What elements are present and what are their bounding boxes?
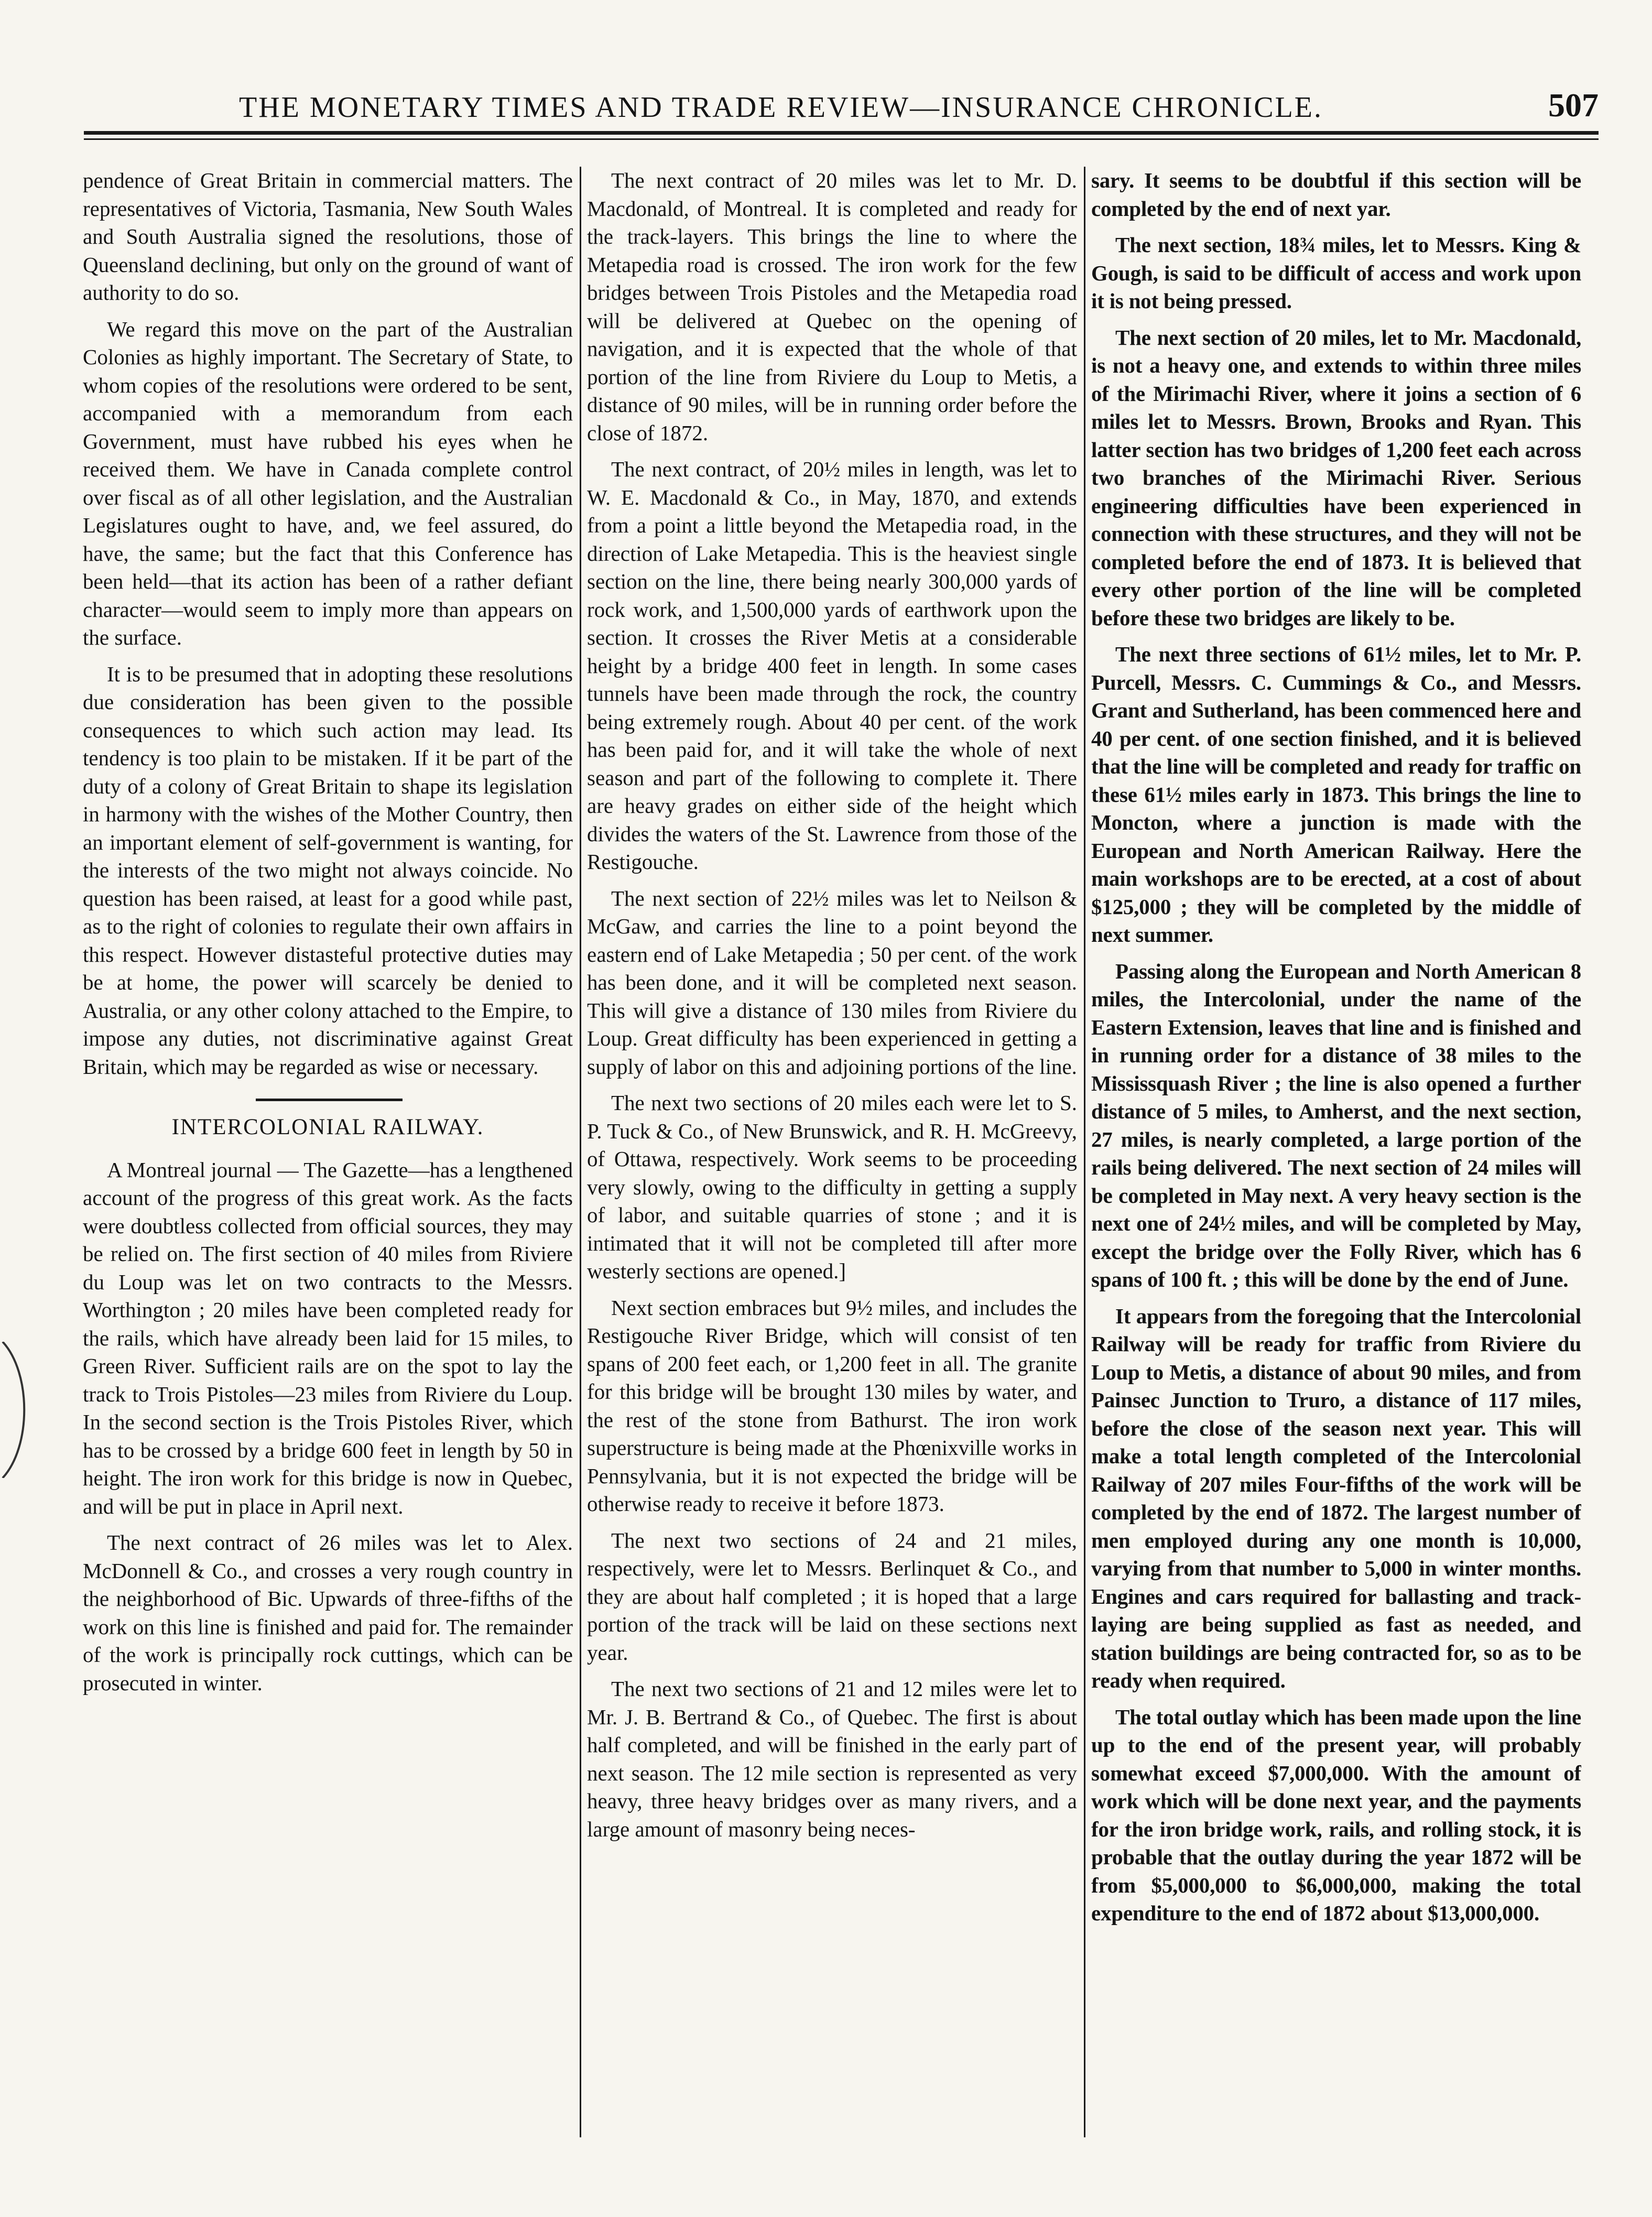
paragraph: The next two sections of 24 and 21 miles, respectively, were let to Messrs. Berlinquet & Co., and they are about half completed ; it is hoped that a large portion of the track will be laid on these sections next year. [587, 1528, 1077, 1665]
paragraph: It appears from the foregoing that the Intercolonial Railway will be ready for traffic from Riviere du Loup to Metis, a distance of about 90 miles, and from Painsec Junction to Truro, a distance of 117 miles, before the close of the season next year. This will make a total length completed of the Intercolonial Railway of 207 miles Four-fifths of the work will be completed by the end of 1872. The largest number of men employed during any one month is 10,000, varying from that number to 5,000 in winter months. Engines and cars required for ballasting and track-laying are being supplied as fast as needed, and station buildings are being contracted for, so as to be ready when required. [1091, 1303, 1581, 1692]
running-title: THE MONETARY TIMES AND TRADE REVIEW—INSURANCE CHRONICLE. [238, 91, 1323, 124]
running-head [94, 86, 1599, 126]
paragraph: The next section of 22½ miles was let to Neilson & McGaw, and carries the line to a point beyond the eastern end of Lake Metapedia ; 50 per cent. of the work has been done, and it will be completed next season. This will give a distance of 130 miles from Riviere du Loup. Great difficulty has been experienced in getting a supply of labor on this and adjoining portions of the line. [587, 886, 1077, 1079]
paragraph: The next section, 18¾ miles, let to Messrs. King & Gough, is said to be difficult of access and work upon it is not being pressed. [1091, 233, 1581, 313]
column-divider [1084, 167, 1085, 2137]
paragraph: Next section embraces but 9½ miles, and includes the Restigouche River Bridge, which will consist of ten spans of 200 feet each, or 1,200 feet in all. The granite for this bridge will be brought 130 miles by water, and the rest of the stone from Bathurst. The iron work superstructure is being made at the Phœnixville works in Pennsylvania, but it is not expected the bridge will be otherwise ready to receive it before 1873. [587, 1295, 1077, 1516]
column-divider [580, 167, 581, 2137]
paragraph: pendence of Great Britain in commercial matters. The representatives of Victoria, Tasmania, New South Wales and South Australia signed the resolutions, those of Queensland declining, but only on the ground of want of authority to do so. [83, 168, 573, 305]
header-rule-thin [84, 138, 1599, 140]
column-2 [587, 167, 1077, 2137]
margin-bracket-mark [0, 1342, 31, 1478]
paragraph: The next contract of 26 miles was let to Alex. McDonnell & Co., and crosses a very rough country in the neighborhood of Bic. Upwards of three-fifths of the work on this line is finished and paid for. The remainder of the work is principally rock cuttings, which can be prosecuted in winter. [83, 1530, 573, 1695]
paragraph: The next two sections of 20 miles each were let to S. P. Tuck & Co., of New Brunswick, and R. H. McGreevy, of Ottawa, respectively. Work seems to be proceeding very slowly, owing to the difficulty in getting a supply of labor, and suitable quarries of stone ; and it is intimated that it will not be completed till after more westerly sections are opened.] [587, 1091, 1077, 1283]
heading-rule [256, 1099, 403, 1101]
paragraph: The next section of 20 miles, let to Mr. Macdonald, is not a heavy one, and extends to within three miles of the Mirimachi River, where it joins a section of 6 miles let to Messrs. Brown, Brooks and Ryan. This latter section has two bridges of 1,200 feet each across two branches of the Mirimachi River. Serious engineering difficulties have been experienced in connection with these structures, and they will not be completed before the end of 1873. It is believed that every other portion of the line will be completed before these two bridges are likely to be. [1091, 325, 1581, 630]
header-rule-thick [84, 131, 1599, 135]
paragraph: The total outlay which has been made upon the line up to the end of the present year, will probably somewhat exceed $7,000,000. With the amount of work which will be done next year, and the payments for the iron bridge work, rails, and rolling stock, it is probable that the outlay during the year 1872 will be from $5,000,000 to $6,000,000, making the total expenditure to the end of 1872 about $13,000,000. [1091, 1704, 1581, 1925]
page-number: 507 [1548, 86, 1599, 124]
paragraph: Passing along the European and North American 8 miles, the Intercolonial, under the name of the Eastern Extension, leaves that line and is finished and in running order for a distance of 38 miles to the Mississquash River ; the line is also opened a further distance of 5 miles, to Amherst, and the next section, 27 miles, is nearly completed, a large portion of the rails being delivered. The next section of 24 miles will be completed in May next. A very heavy section is the next one of 24½ miles, and will be completed by May, except the bridge over the Folly River, which has 6 spans of 100 ft. ; this will be done by the end of June. [1091, 959, 1581, 1291]
paragraph: sary. It seems to be doubtful if this section will be completed by the end of next yar. [1091, 168, 1581, 221]
column-3 [1091, 167, 1581, 2137]
paragraph: The next contract, of 20½ miles in length, was let to W. E. Macdonald & Co., in May, 1870, and extends from a point a little beyond the Metapedia road, in the direction of Lake Metapedia. This is the heaviest single section on the line, there being nearly 300,000 yards of rock work, and 1,500,000 yards of earthwork upon the section. It crosses the River Metis at a considerable height by a bridge 400 feet in length. In some cases tunnels have been made through the rock, the country being extremely rough. About 40 per cent. of the work has been paid for, and it will take the whole of next season and part of the following to complete it. There are heavy grades on either side of the height which divides the waters of the St. Lawrence from those of the Restigouche. [587, 457, 1077, 874]
section-heading [83, 1099, 573, 1142]
paragraph: We regard this move on the part of the Australian Colonies as highly important. The Secretary of State, to whom copies of the resolutions were ordered to be sent, accompanied with a memorandum from each Government, must have rubbed his eyes when he received them. We have in Canada complete control over fiscal as of all other legislation, and the Australian Legislatures ought to have, and, we feel assured, do have, the same; but the fact that this Conference has been held—that its action has been of a rather defiant character—would seem to imply more than appears on the surface. [83, 317, 573, 649]
section-heading-text: INTERCOLONIAL RAILWAY. [171, 1115, 484, 1139]
column-1 [83, 167, 573, 2137]
paragraph: A Montreal journal — The Gazette—has a lengthened account of the progress of this great work. As the facts were doubtless collected from official sources, they may be relied on. The first section of 40 miles from Riviere du Loup was let on two contracts to the Messrs. Worthington ; 20 miles have been completed ready for the rails, which have already been laid for 15 miles, to Green River. Sufficient rails are on the spot to lay the track to Trois Pistoles—23 miles from Riviere du Loup. In the second section is the Trois Pistoles River, which has to be crossed by a bridge 600 feet in length by 50 in height. The iron work for this bridge is now in Quebec, and will be put in place in April next. [83, 1157, 573, 1518]
paragraph: The next three sections of 61½ miles, let to Mr. P. Purcell, Messrs. C. Cummings & Co., and Messrs. Grant and Sutherland, has been commenced here and 40 per cent. of one section finished, and it is believed that the line will be completed and ready for traffic on these 61½ miles early in 1873. This brings the line to Moncton, where a junction is made with the European and North American Railway. Here the main workshops are to be erected, at a cost of about $125,000 ; they will be completed by the middle of next summer. [1091, 642, 1581, 947]
paragraph: The next contract of 20 miles was let to Mr. D. Macdonald, of Montreal. It is completed and ready for the track-layers. This brings the line to where the Metapedia road is crossed. The iron work for the few bridges between Trois Pistoles and the Metapedia road will be delivered at Quebec on the opening of navigation, and it is expected that the whole of that portion of the line from Riviere du Loup to Metis, a distance of 90 miles, will be in running order before the close of 1872. [587, 168, 1077, 445]
paragraph: The next two sections of 21 and 12 miles were let to Mr. J. B. Bertrand & Co., of Quebec. The first is about half completed, and will be finished in the early part of next season. The 12 mile section is represented as very heavy, three heavy bridges over as many rivers, and a large amount of masonry being neces- [587, 1677, 1077, 1841]
paragraph: It is to be presumed that in adopting these resolutions due consideration has been given to the possible consequences to which such action may lead. Its tendency is too plain to be mistaken. If it be part of the duty of a colony of Great Britain to shape its legislation in harmony with the wishes of the Mother Country, then an important element of self-government is wanting, for the interests of the two might not always coincide. No question has been raised, at least for a good while past, as to the right of colonies to regulate their own affairs in this respect. However distasteful protective duties may be at home, the power will scarcely be denied to Australia, or any other colony attached to the Empire, to impose any duties, not discriminative against Great Britain, which may be regarded as wise or necessary. [83, 661, 573, 1079]
